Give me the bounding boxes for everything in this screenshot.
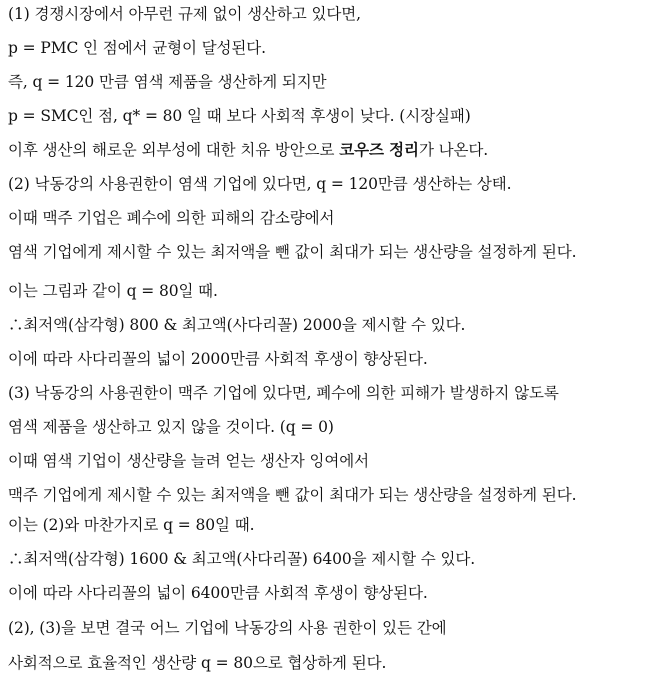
text-line-13: 염색 제품을 생산하고 있지 않을 것이다. (q = 0) [8, 418, 334, 436]
text-line-2: p = PMC 인 점에서 균형이 달성된다. [8, 39, 266, 57]
text-line-11: 이에 따라 사다리꼴의 넓이 2000만큼 사회적 후생이 향상된다. [8, 350, 428, 368]
text-line-1: (1) 경쟁시장에서 아무런 규제 없이 생산하고 있다면, [8, 5, 361, 23]
text-line-3: 즉, q = 120 만큼 염색 제품을 생산하게 되지만 [8, 73, 327, 91]
text-line-19: (2), (3)을 보면 결국 어느 기업에 낙동강의 사용 권한이 있든 간에 [8, 619, 447, 637]
text-line-12: (3) 낙동강의 사용권한이 맥주 기업에 있다면, 폐수에 의한 피해가 발생하지 않도록 [8, 384, 559, 402]
text-line-15: 맥주 기업에게 제시할 수 있는 최저액을 뺀 값이 최대가 되는 생산량을 설정하게 된다. [8, 486, 577, 504]
text-line-6: (2) 낙동강의 사용권한이 염색 기업에 있다면, q = 120만큼 생산하는 상태. [8, 175, 512, 193]
text-line-5-after: 가 나온다. [418, 141, 489, 159]
text-line-8: 염색 기업에게 제시할 수 있는 최저액을 뺀 값이 최대가 되는 생산량을 설정하게 된다. [8, 243, 577, 261]
text-line-17: ∴최저액(삼각형) 1600 & 최고액(사다리꼴) 6400을 제시할 수 있다. [8, 550, 476, 568]
text-line-5 [8, 140, 646, 160]
text-line-18: 이에 따라 사다리꼴의 넓이 6400만큼 사회적 후생이 향상된다. [8, 584, 428, 602]
text-line-10: ∴최저액(삼각형) 800 & 최고액(사다리꼴) 2000을 제시할 수 있다. [8, 316, 466, 334]
text-line-5-before: 이후 생산의 해로운 외부성에 대한 치유 방안으로 [8, 141, 340, 159]
text-line-20: 사회적으로 효율적인 생산량 q = 80으로 협상하게 된다. [8, 654, 387, 672]
text-line-7: 이때 맥주 기업은 폐수에 의한 피해의 감소량에서 [8, 209, 335, 227]
text-line-14: 이때 염색 기업이 생산량을 늘려 얻는 생산자 잉여에서 [8, 452, 369, 470]
text-line-16: 이는 (2)와 마찬가지로 q = 80일 때. [8, 516, 255, 534]
text-line-4: p = SMC인 점, q* = 80 일 때 보다 사회적 후생이 낮다. (시장실패) [8, 107, 471, 125]
text-line-9: 이는 그림과 같이 q = 80일 때. [8, 282, 218, 300]
coase-theorem-term: 코우즈 정리 [339, 140, 419, 159]
